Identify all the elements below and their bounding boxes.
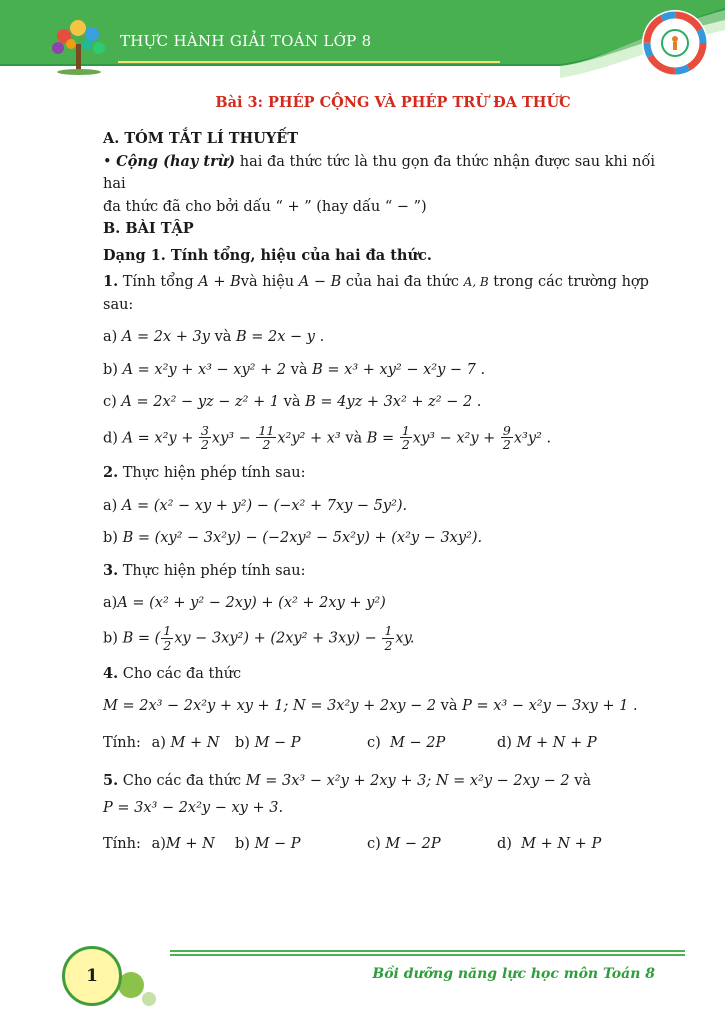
frac-den: 2 <box>502 437 511 453</box>
fraction <box>382 624 394 653</box>
task-expr: M − 2P <box>385 836 441 853</box>
va-word: và <box>214 329 232 346</box>
frac-num: 1 <box>384 623 393 639</box>
q1-c <box>103 391 663 413</box>
q5-task-d <box>497 833 647 855</box>
q3-b-1: B = ( <box>122 630 161 647</box>
frac-den: 2 <box>401 437 410 453</box>
task-expr: M − 2P <box>390 734 446 751</box>
q4-task-a <box>147 732 235 754</box>
q3-prompt: Thực hiện phép tính sau: <box>122 562 306 579</box>
fraction <box>161 624 173 653</box>
task-expr: M + N <box>170 734 220 751</box>
va-word: và <box>290 361 308 378</box>
theory-italic: Cộng (hay trừ) <box>116 152 236 170</box>
q4-number: 4. <box>103 664 119 682</box>
q3-b-3: xy. <box>395 630 415 647</box>
q1-diff: A − B <box>298 274 342 291</box>
q5-text <box>103 770 663 792</box>
task-expr: M + N <box>165 836 215 853</box>
va-word: và <box>440 698 458 715</box>
q1-c-A: A = 2x² − yz − z² + 1 <box>121 394 280 411</box>
q4-prompt: Cho các đa thức <box>122 665 242 682</box>
va-word: và <box>345 429 363 446</box>
q1-d-B2: xy³ − x²y + <box>412 429 496 446</box>
task-label: d) <box>497 836 512 853</box>
header-title: THỰC HÀNH GIẢI TOÁN LỚP 8 <box>120 32 372 50</box>
footer-text: Bồi dưỡng năng lực học môn Toán 8 <box>372 966 655 982</box>
q5-expr-mn: M = 3x³ − x²y + 2xy + 3; N = x²y − 2xy − 2 <box>245 773 570 790</box>
theory-text: hai đa thức tức là thu gọn đa thức nhận được sau khi nối hai <box>103 153 655 193</box>
q1-d-A2: xy³ − <box>211 429 251 446</box>
q1-line2: sau: <box>103 296 134 313</box>
theory-paragraph <box>103 151 663 196</box>
bullet: • <box>103 153 112 170</box>
q3-b-2: xy − 3xy²) + (2xy² + 3xy) − <box>174 630 377 647</box>
q1-d-label: d) <box>103 429 118 446</box>
frac-num: 1 <box>401 422 410 438</box>
q2-a-label: a) <box>103 497 118 514</box>
q1-d-B1: B = <box>366 429 395 446</box>
q1-post: trong các trường hợp <box>493 274 649 291</box>
task-expr: M − P <box>254 836 301 853</box>
frac-den: 2 <box>262 437 271 453</box>
fraction <box>256 424 276 453</box>
q1-b <box>103 359 663 381</box>
fraction <box>199 424 211 453</box>
q5-expr-p-line <box>103 797 663 819</box>
q4-task-b <box>235 732 367 754</box>
q1-number: 1. <box>103 273 119 291</box>
q4-task-c <box>367 732 497 754</box>
q1-ab: A, B <box>463 275 489 290</box>
page-number: 1 <box>62 946 122 1006</box>
q1-pre: Tính tổng <box>122 274 194 291</box>
footer-divider <box>170 950 685 958</box>
va-word: và <box>574 773 592 790</box>
q1-a-B: B = 2x − y . <box>236 329 325 346</box>
frac-num: 9 <box>502 422 511 438</box>
q2-text <box>103 462 663 484</box>
dang-title: Dạng 1. Tính tổng, hiệu của hai đa thức. <box>103 246 432 264</box>
q4-exprs <box>103 695 663 717</box>
task-label: a) <box>151 836 166 853</box>
q1-sum: A + B <box>198 274 241 291</box>
q2-b-expr: B = (xy² − 3x²y) − (−2xy² − 5x²y) + (x²y − 3xy²). <box>122 530 483 547</box>
q2-b-label: b) <box>103 530 118 547</box>
q1-b-B: B = x³ + xy² − x²y − 7 . <box>312 361 486 378</box>
q3-a-expr: A = (x² + y² − 2xy) + (x² + 2xy + y²) <box>117 595 386 611</box>
frac-den: 2 <box>163 638 172 654</box>
q4-tasks <box>103 732 663 754</box>
section-a-title: A. TÓM TẮT LÍ THUYẾT <box>103 130 299 148</box>
frac-num: 11 <box>258 422 275 438</box>
q5-task-c <box>367 833 497 855</box>
task-expr: M + N + P <box>516 734 597 751</box>
tree-logo-icon <box>44 16 114 76</box>
tinh-label: Tính: <box>103 836 141 853</box>
q2-number: 2. <box>103 464 119 482</box>
frac-den: 2 <box>200 437 209 453</box>
q5-expr-p: P = 3x³ − 2x²y − xy + 3. <box>103 799 284 816</box>
q4-text <box>103 663 663 685</box>
task-expr: M − P <box>254 734 301 751</box>
frac-den: 2 <box>384 638 393 654</box>
q3-b <box>103 624 663 653</box>
q1-b-label: b) <box>103 361 118 378</box>
q5-task-a <box>147 833 235 855</box>
q1-b-A: A = x²y + x³ − xy² + 2 <box>122 361 287 378</box>
task-label: b) <box>235 836 250 853</box>
q2-a <box>103 495 663 517</box>
q2-b <box>103 527 663 549</box>
q2-prompt: Thực hiện phép tính sau: <box>122 465 306 482</box>
q5-prompt: Cho các đa thức <box>122 773 242 790</box>
q1-d-A3: x²y² + x³ <box>277 429 341 446</box>
task-expr: M + N + P <box>521 836 602 853</box>
q5-tasks <box>103 833 663 855</box>
q1-d-B3: x³y² . <box>513 429 552 446</box>
section-b-title: B. BÀI TẬP <box>103 220 194 238</box>
va-word: và <box>283 394 301 411</box>
q1-c-B: B = 4yz + 3x² + z² − 2 . <box>305 394 482 411</box>
q2-a-expr: A = (x² − xy + y²) − (−x² + 7xy − 5y²). <box>121 497 408 514</box>
q1-a-A: A = 2x + 3y <box>121 329 210 346</box>
tinh-label: Tính: <box>103 734 141 751</box>
deco-circle <box>142 992 156 1006</box>
q1-mid2: của hai đa thức <box>345 274 459 291</box>
q5-number: 5. <box>103 772 119 790</box>
q1-d <box>103 424 663 453</box>
q4-expr-p: P = x³ − x²y − 3xy + 1 . <box>462 698 638 715</box>
q4-expr-mn: M = 2x³ − 2x²y + xy + 1; N = 3x²y + 2xy − 2 <box>103 698 437 715</box>
task-label: c) <box>367 836 381 853</box>
school-logo-icon <box>640 8 710 78</box>
task-label: c) <box>367 734 381 751</box>
frac-num: 1 <box>163 623 172 639</box>
frac-num: 3 <box>200 422 209 438</box>
q3-number: 3. <box>103 561 119 579</box>
q1-a-label: a) <box>103 329 118 346</box>
fraction <box>501 424 513 453</box>
q3-a <box>103 592 663 614</box>
task-label: a) <box>151 734 166 751</box>
q1-mid: và hiệu <box>240 274 295 291</box>
task-label: d) <box>497 734 512 751</box>
q3-b-label: b) <box>103 630 118 647</box>
task-label: b) <box>235 734 250 751</box>
q3-a-label: a) <box>103 595 118 611</box>
fraction <box>400 424 412 453</box>
q1-c-label: c) <box>103 394 117 411</box>
q1-text <box>103 271 663 293</box>
q4-task-d <box>497 732 647 754</box>
q5-task-b <box>235 833 367 855</box>
q1-a <box>103 326 663 348</box>
theory-line-2: đa thức đã cho bởi dấu “ + ” (hay dấu “ − ”) <box>103 198 427 215</box>
lesson-title: Bài 3: PHÉP CỘNG VÀ PHÉP TRỪ ĐA THỨC <box>215 94 571 111</box>
main-content <box>103 88 663 856</box>
q3-text <box>103 560 663 582</box>
q1-d-A1: A = x²y + <box>122 429 194 446</box>
